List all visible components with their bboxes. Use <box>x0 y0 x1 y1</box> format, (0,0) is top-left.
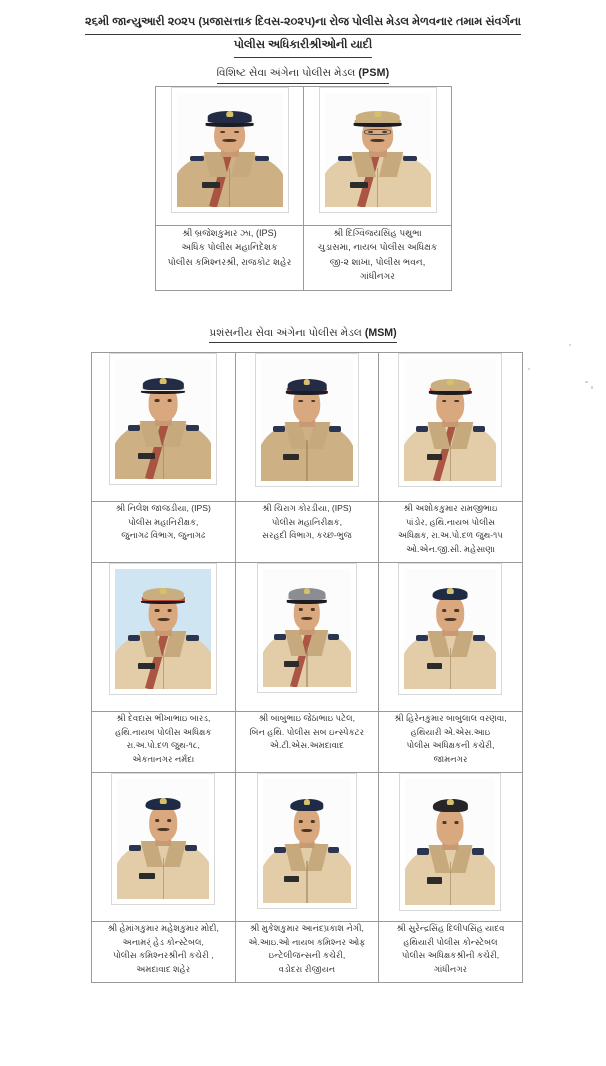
shirt-placket <box>306 647 307 687</box>
eye-right <box>234 131 239 133</box>
psm-heading-code: (PSM) <box>358 67 390 79</box>
eye-right <box>167 819 171 822</box>
cap-peak <box>141 391 185 395</box>
epaulette-right <box>255 156 269 162</box>
epaulette-left <box>128 425 140 431</box>
officer-name: શ્રી અશોકકુમાર રામજીભાઇ <box>403 503 498 513</box>
portrait-police-officer <box>263 779 351 903</box>
portrait-police-officer <box>115 359 211 479</box>
msm-photo-cell-3 <box>379 353 523 502</box>
face <box>437 807 464 845</box>
officer-posting: પોલીસ કમિશ્નરશ્રીની કચેરી , <box>113 950 214 961</box>
portrait-police-officer <box>261 359 353 481</box>
name-badge <box>284 876 299 882</box>
msm-caption-cell-5 <box>235 712 379 773</box>
eye-left <box>442 609 446 612</box>
cap-badge-icon <box>447 379 453 385</box>
name-badge <box>283 454 299 460</box>
table-row <box>92 353 523 502</box>
msm-photo-cell-5 <box>235 563 379 712</box>
msm-caption-cell-7 <box>92 922 236 983</box>
name-badge <box>427 877 442 883</box>
msm-photo-cell-7 <box>92 773 236 922</box>
officer-name: શ્રી હેમાંગકુમાર મહેશકુમાર મોદી, <box>107 923 219 933</box>
msm-caption-cell-2 <box>235 502 379 563</box>
officer-rank: હથિયારી પોલીસ કોન્સ્ટેબલ <box>403 936 498 947</box>
photo-frame <box>399 773 501 911</box>
portrait-police-officer <box>325 93 431 207</box>
msm-photo-cell-9 <box>379 773 523 922</box>
officer-name: શ્રી મુકેશકુમાર આનંદપ્રકાશ નેગી, <box>249 923 364 933</box>
officer-name: શ્રી બાબુભાઇ જેઠાભાઇ પટેલ, <box>258 713 356 723</box>
scan-speck <box>591 386 593 389</box>
officer-rank: ચુડાસમા, નાયબ પોલીસ અધિક્ષક <box>317 242 438 253</box>
epaulette-right <box>473 426 485 432</box>
officer-location: જામનગર <box>433 753 468 764</box>
scan-speck <box>528 368 530 370</box>
msm-caption-cell-1 <box>92 502 236 563</box>
psm-photo-cell-1 <box>156 87 304 226</box>
moustache <box>223 139 236 142</box>
face <box>150 805 178 841</box>
cap-peak <box>287 600 327 604</box>
officer-posting: જી-૨ શાખા, પોલીસ ભવન, <box>329 256 426 267</box>
moustache <box>445 618 457 621</box>
portrait-police-officer <box>177 93 283 207</box>
msm-photo-cell-2 <box>235 353 379 502</box>
officer-location: ગાંધીનગર <box>433 963 468 974</box>
officer-location: ગાંધીનગર <box>359 271 396 282</box>
cap-badge-icon <box>160 588 167 594</box>
epaulette-right <box>473 635 485 641</box>
officer-posting: રા.અ.પો.દળ જુથ-૧૮, <box>126 740 200 751</box>
portrait-police-officer <box>404 359 496 481</box>
eye-right <box>311 400 315 403</box>
psm-heading-underlined <box>217 65 390 84</box>
epaulette-left <box>274 634 285 640</box>
name-badge <box>139 873 155 879</box>
officer-posting: એ.ટી.એસ.અમદાવાદ <box>269 740 344 751</box>
shirt-placket <box>163 438 164 479</box>
portrait-police-officer <box>115 569 211 689</box>
cap-peak <box>141 601 185 605</box>
photo-frame <box>111 773 215 905</box>
shirt-placket <box>306 440 307 481</box>
portrait-police-officer <box>405 779 495 905</box>
msm-awardee-table-wrapper <box>91 352 523 983</box>
msm-caption-cell-9 <box>379 922 523 983</box>
psm-awardee-table <box>155 86 452 291</box>
officer-name: શ્રી ચિરાગ કોરડીયા, (IPS) <box>262 503 352 513</box>
officer-name: શ્રી બ્રજેશકુમાર ઝા, (IPS) <box>182 228 277 238</box>
scan-speck <box>569 344 571 346</box>
eye-right <box>167 399 172 402</box>
table-row <box>92 563 523 712</box>
cap-badge-icon <box>160 798 166 804</box>
psm-awardee-table-wrapper <box>155 86 452 291</box>
msm-caption-cell-6 <box>379 712 523 773</box>
moustache <box>158 828 170 831</box>
moustache <box>301 617 312 620</box>
cap-badge-icon <box>304 799 310 805</box>
psm-caption-cell-2 <box>304 226 452 291</box>
epaulette-left <box>416 635 428 641</box>
shirt-placket <box>450 862 451 905</box>
shirt-placket <box>306 861 307 903</box>
psm-caption-cell-1 <box>156 226 304 291</box>
eye-left <box>299 400 303 403</box>
msm-section-heading-wrapper <box>43 325 563 343</box>
epaulette-right <box>329 426 341 432</box>
officer-name: શ્રી દિગ્વિજયસિંહ પથુભા <box>333 228 422 238</box>
officer-name: શ્રી સુરેન્દ્રસિંહ દિલીપસિંહ યાદવ <box>396 923 505 933</box>
portrait-police-officer <box>404 569 496 689</box>
photo-frame <box>257 563 357 693</box>
shirt-placket <box>377 168 378 207</box>
moustache <box>157 618 169 621</box>
photo-frame <box>171 87 289 213</box>
cap-badge-icon <box>160 378 167 384</box>
name-badge <box>350 182 368 188</box>
eye-right <box>454 400 458 403</box>
shirt-placket <box>163 858 164 899</box>
name-badge <box>284 661 299 667</box>
msm-caption-cell-8 <box>235 922 379 983</box>
name-badge <box>427 454 443 460</box>
eye-left <box>155 819 159 822</box>
officer-posting: પોલીસ કમિશ્નરશ્રી, રાજકોટ શહેર <box>167 256 292 267</box>
msm-heading-text: પ્રશંસનીય સેવા અંગેના પોલીસ મેડલ <box>209 327 362 339</box>
officer-name: શ્રી નિલેશ જાજડીયા, (IPS) <box>115 503 211 513</box>
portrait-police-officer <box>117 779 209 899</box>
epaulette-right <box>403 156 417 162</box>
table-row <box>156 87 452 226</box>
eye-left <box>299 608 303 610</box>
epaulette-right <box>328 634 339 640</box>
msm-awardee-table <box>91 352 523 983</box>
psm-heading-text: વિશિષ્ટ સેવા અંગેના પોલીસ મેડલ <box>216 67 356 79</box>
epaulette-right <box>185 845 197 851</box>
officer-rank: એ.આઇ.ઓ નાયબ કમિશ્નર ઓફ <box>248 936 366 947</box>
name-badge <box>202 182 220 188</box>
cap-peak <box>429 391 471 395</box>
cap-peak <box>286 391 328 395</box>
moustache <box>301 829 312 832</box>
cap-peak <box>205 123 254 126</box>
epaulette-left <box>416 426 428 432</box>
msm-photo-cell-8 <box>235 773 379 922</box>
photo-frame <box>109 353 217 485</box>
msm-caption-cell-3 <box>379 502 523 563</box>
msm-section-heading <box>43 325 563 343</box>
scan-speck <box>585 381 588 383</box>
officer-posting: સરહદી વિભાગ, કચ્છ-ભુજ <box>262 530 352 541</box>
cap-badge-icon <box>374 111 381 117</box>
officer-location: ઓ.એન.જી.સી. મહેસાણા <box>406 543 495 554</box>
photo-frame <box>398 563 502 695</box>
officer-rank: પાંડોર, હથિ.નાયબ પોલીસ <box>405 516 496 527</box>
shirt-placket <box>229 168 230 207</box>
page-title-line-2: પોલીસ અધિકારીશ્રીઓની યાદી <box>234 35 372 58</box>
table-row <box>156 226 452 291</box>
shirt-placket <box>163 648 164 689</box>
msm-photo-cell-1 <box>92 353 236 502</box>
eye-left <box>442 821 446 824</box>
psm-photo-cell-2 <box>304 87 452 226</box>
epaulette-right <box>186 635 198 641</box>
officer-posting: અધિક્ષક, રા.અ.પો.દળ જુથ-૧૫ <box>397 530 504 541</box>
officer-rank: અનામર્ં હેડ કોન્સ્ટેબલ, <box>122 936 204 947</box>
officer-posting: પોલીસ અધિક્ષકશ્રીની કચેરી, <box>401 950 500 961</box>
msm-photo-cell-6 <box>379 563 523 712</box>
officer-posting: જુનાગઢ વિભાગ, જુનાગઢ <box>121 530 206 541</box>
photo-frame <box>255 353 359 487</box>
officer-rank: હથિ.નાયબ પોલીસ અધિક્ષક <box>115 726 212 737</box>
epaulette-left <box>128 635 140 641</box>
officer-rank: હથિયારી એ.એસ.આઇ <box>410 726 491 737</box>
face <box>294 806 320 843</box>
photo-frame <box>319 87 437 213</box>
page-title <box>43 0 563 58</box>
eye-right <box>454 609 458 612</box>
cap-badge-icon <box>226 111 233 117</box>
epaulette-left <box>417 848 429 854</box>
officer-location: અમદાવાદ શહેર <box>136 963 191 974</box>
eye-left <box>155 399 160 402</box>
eye-left <box>442 400 446 403</box>
table-row <box>92 712 523 773</box>
officer-rank: પોલીસ મહાનિરીક્ષક, <box>271 516 343 527</box>
msm-heading-underlined <box>209 325 396 343</box>
msm-photo-cell-4 <box>92 563 236 712</box>
eye-right <box>454 821 458 824</box>
epaulette-left <box>273 426 285 432</box>
eye-left <box>155 609 160 612</box>
name-badge <box>427 663 443 669</box>
epaulette-left <box>274 847 285 853</box>
shirt-placket <box>450 440 451 481</box>
epaulette-left <box>129 845 141 851</box>
moustache <box>371 139 384 142</box>
cap-peak <box>353 123 402 126</box>
officer-name: શ્રી હિરેનકુમાર બાબુલાલ વરણવા, <box>394 713 507 723</box>
officer-location: એકતાનગર નર્મદા <box>132 753 195 764</box>
cap-badge-icon <box>304 379 310 385</box>
cap-badge-icon <box>447 799 453 805</box>
epaulette-right <box>186 425 198 431</box>
table-row <box>92 502 523 563</box>
officer-rank: અધિક પોલીસ મહાનિદેશક <box>181 242 278 253</box>
photo-frame <box>109 563 217 695</box>
msm-heading-code: (MSM) <box>364 327 397 339</box>
officer-rank: પોલીસ મહાનિરીક્ષક, <box>128 516 199 527</box>
portrait-police-officer <box>263 569 351 687</box>
eye-right <box>311 820 315 823</box>
officer-posting: પોલીસ અધિક્ષકની કચેરી, <box>406 740 495 751</box>
epaulette-right <box>328 847 339 853</box>
officer-location: વડોદરા રીજીયન <box>278 963 336 974</box>
shirt-placket <box>450 648 451 689</box>
eye-left <box>220 131 225 133</box>
name-badge <box>138 453 154 459</box>
epaulette-right <box>472 848 484 854</box>
cap-badge-icon <box>304 588 310 594</box>
photo-frame <box>257 773 357 909</box>
name-badge <box>138 663 154 669</box>
psm-section-heading <box>43 65 563 84</box>
epaulette-left <box>338 156 352 162</box>
eye-left <box>299 820 303 823</box>
epaulette-left <box>190 156 204 162</box>
photo-frame <box>398 353 502 487</box>
officer-rank: બિન હથિ. પોલીસ સબ ઇન્સ્પેકટર <box>249 726 365 737</box>
msm-caption-cell-4 <box>92 712 236 773</box>
officer-posting: ઇન્ટેલીજન્સની કચેરી, <box>268 950 346 961</box>
table-row <box>92 922 523 983</box>
face <box>437 595 465 631</box>
table-row <box>92 773 523 922</box>
officer-name: શ્રી દેવદાસ ભીખાભાઇ બારડ, <box>116 713 211 723</box>
eye-right <box>167 609 172 612</box>
cap-badge-icon <box>447 588 453 594</box>
page-title-line-1: ૨૬મી જાન્યુઆરી ૨૦૨૫ (પ્રજાસત્તાક દિવસ-૨૦૨૫)ના રોજ પોલીસ મેડલ મેળવનાર તમામ સંવર્ગના <box>85 12 521 35</box>
eye-right <box>311 608 315 610</box>
